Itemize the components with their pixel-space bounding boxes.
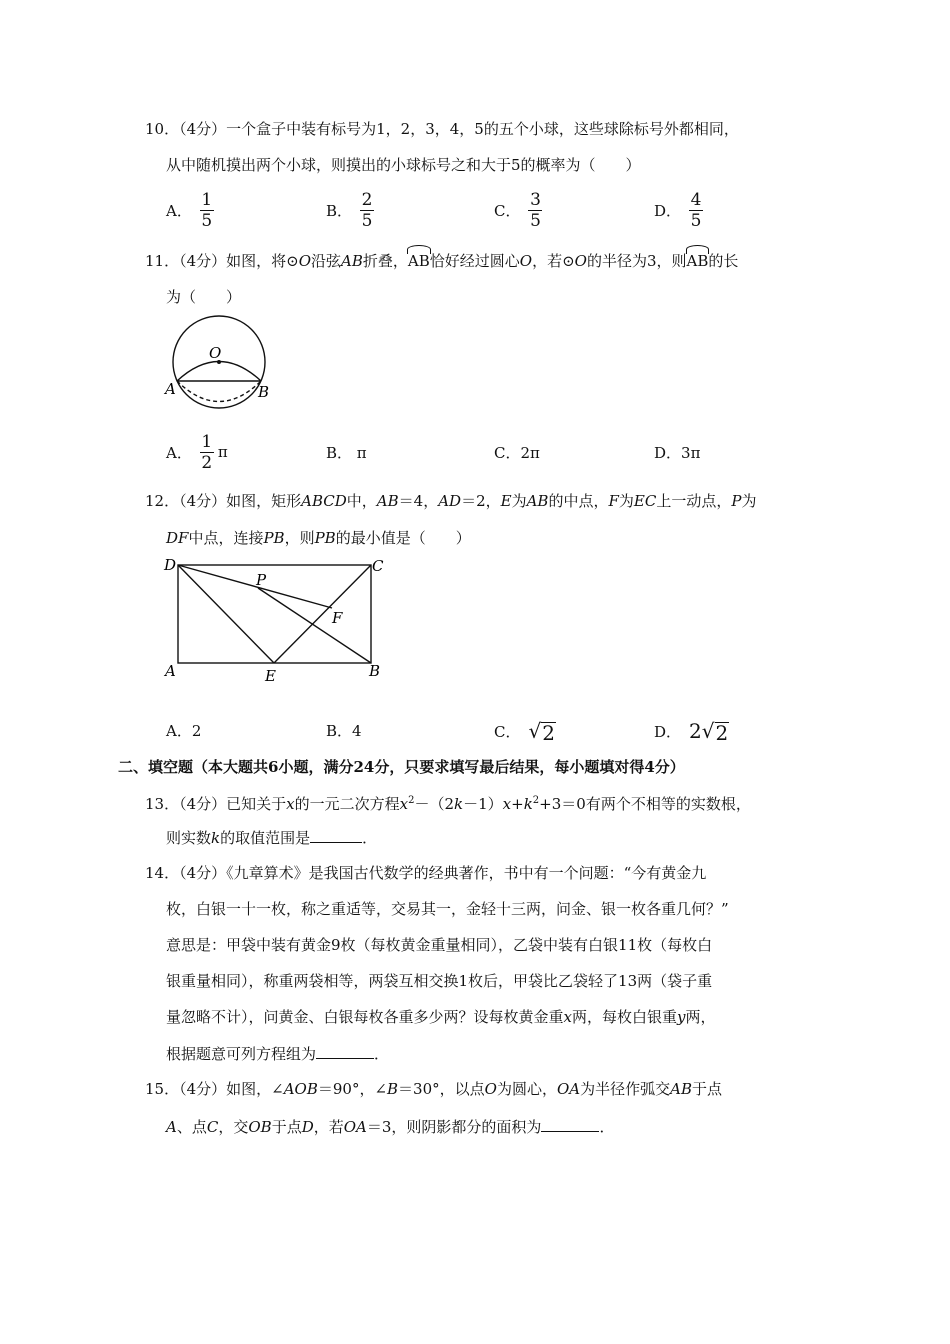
q14-line6: 根据题意可列方程组为 ． (166, 1042, 389, 1065)
q13-line1: 13．（4分）已知关于x的一元二次方程$x^2-(2k-1)x+k^2+3=0$有两个不相等的实数根， (145, 795, 751, 813)
q11-line1: 11．（4分）如图，将⊙O沿弦AB折叠，AB恰好经过圆心O，若⊙O的半径为3，则AB的长 (145, 252, 739, 270)
q10-option-d[interactable] (654, 190, 703, 230)
q10-option-a[interactable] (166, 190, 214, 230)
q12-option-b[interactable]: B．4 (326, 722, 362, 740)
q11-line2: 为（ ） (166, 288, 242, 306)
label-p: P (256, 571, 267, 589)
option-letter: B． (326, 201, 353, 220)
q15-line1: 15．（4分）如图，∠AOB＝90°，∠B＝30°，以点O为圆心，OA为半径作弧交AB于点 (145, 1080, 722, 1098)
q14-line3: 意思是：甲袋中装有黄金9枚（每枚黄金重量相同），乙袋中装有白银11枚（每枚白 (166, 936, 713, 954)
label-d: D (164, 556, 177, 574)
q11-option-c[interactable]: C．2π (494, 444, 540, 462)
label-o: O (209, 344, 222, 362)
q12-option-a[interactable]: A．2 (166, 722, 202, 740)
q10-option-c[interactable] (494, 190, 542, 230)
q14-line4: 银重量相同），称重两袋相等，两袋互相交换1枚后，甲袋比乙袋轻了13两（袋子重 (166, 972, 713, 990)
fraction: $\frac{2}{5}$ (361, 189, 373, 231)
q12-figure (160, 553, 400, 688)
fraction: $\frac{4}{5}$ (690, 189, 702, 231)
q11-option-b[interactable]: B． π (326, 444, 367, 462)
label-a: A (165, 662, 176, 680)
answer-blank[interactable] (541, 1115, 599, 1132)
label-e: E (265, 667, 276, 685)
fraction: $\frac{1}{5}$ (201, 189, 213, 231)
q12-line2: DF中点，连接PB，则PB的最小值是（ ） (166, 529, 471, 547)
q11-figure (160, 312, 280, 412)
square-root: 2 √ 2 (689, 719, 729, 745)
answer-blank[interactable] (310, 826, 362, 843)
label-f: F (332, 609, 343, 627)
label-c: C (372, 557, 384, 575)
q14-line5: 量忽略不计），问黄金、白银每枚各重多少两？设每枚黄金重x两，每枚白银重y两， (166, 1008, 716, 1026)
q12-option-d[interactable]: D． 2 √ 2 (654, 719, 729, 745)
q10-line1: 10．（4分）一个盒子中装有标号为1，2，3，4，5的五个小球，这些球除标号外都相同， (145, 120, 739, 138)
square-root: √ 2 (528, 719, 555, 745)
fraction: $\frac{1}{2}$ (201, 431, 213, 473)
answer-blank[interactable] (316, 1042, 374, 1059)
label-b: B (369, 662, 381, 680)
section-heading: 二、填空题（本大题共6小题，满分24分，只要求填写最后结果，每小题填对得4分） (118, 758, 685, 776)
q10-line2: 从中随机摸出两个小球，则摸出的小球标号之和大于5的概率为（ ） (166, 156, 641, 174)
label-a: A (165, 380, 176, 398)
q13-line2: 则实数k的取值范围是 ． (166, 826, 377, 849)
q14-line2: 枚，白银一十一枚，称之重适等，交易其一，金轻十三两，问金、银一枚各重几何？” (166, 900, 729, 918)
fraction: $\frac{3}{5}$ (530, 189, 541, 231)
q11-option-a[interactable]: A． $\frac{1}{2}$ π (166, 431, 228, 473)
option-letter: D． (654, 201, 682, 220)
q11-option-d[interactable]: D．3π (654, 444, 701, 462)
arc-ab-symbol: AB (407, 252, 430, 270)
option-letter: A． (166, 201, 192, 220)
q12-line1: 12．（4分）如图，矩形ABCD中，AB＝4，AD＝2，E为AB的中点，F为EC上一动点，P为 (145, 492, 757, 510)
q10-option-b[interactable] (326, 190, 374, 230)
option-letter: C． (494, 201, 521, 220)
label-b: B (258, 383, 270, 401)
q15-line2: A、点C，交OB于点D，若OA＝3，则阴影都分的面积为 ． (166, 1115, 614, 1138)
q14-line1: 14．（4分）《九章算术》是我国古代数学的经典著作，书中有一个问题：“今有黄金九 (145, 864, 707, 882)
arc-ab-symbol: AB (686, 252, 709, 270)
q12-option-c[interactable]: C． √ 2 (494, 719, 555, 745)
